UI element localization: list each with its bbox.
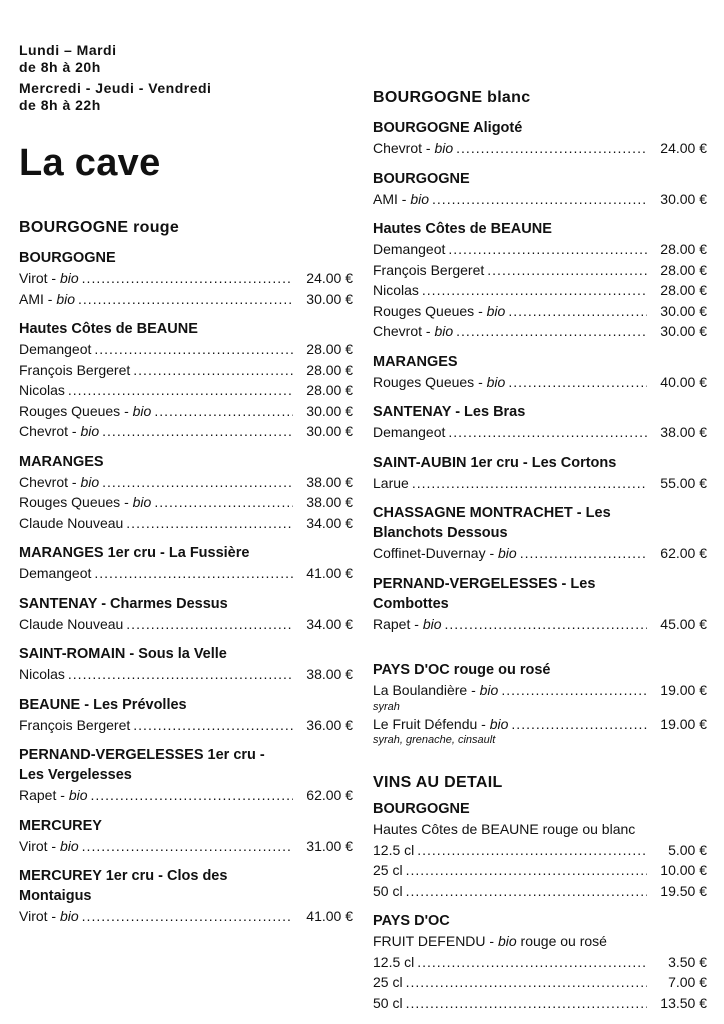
- producer-name: Rouges Queues -: [19, 402, 133, 419]
- producer-name: Demangeot: [19, 341, 92, 357]
- leader-dots: [68, 380, 293, 401]
- wine-row: [373, 321, 707, 342]
- wine-row: [373, 972, 707, 993]
- leader-dots: [82, 268, 293, 289]
- group-title: Hautes Côtes de BEAUNE: [19, 321, 198, 337]
- wine-row: [373, 993, 707, 1014]
- wine-name: [19, 401, 154, 422]
- wine-name: [373, 372, 508, 393]
- wine-group: [19, 695, 353, 736]
- producer-name: François Bergeret: [19, 716, 131, 733]
- producer-name: 50 cl: [373, 882, 403, 899]
- group-title: SANTENAY - Les Bras: [373, 404, 526, 420]
- producer-name: Virot -: [19, 270, 60, 286]
- producer-name: La Boulandière -: [373, 682, 480, 698]
- wine-name: [19, 380, 68, 401]
- wine-row: [373, 260, 707, 281]
- wine-row: [373, 614, 707, 635]
- wine-name: [373, 543, 520, 564]
- producer-name: 50 cl: [373, 994, 403, 1011]
- wine-name: [19, 906, 82, 927]
- producer-name: François Bergeret: [19, 361, 131, 378]
- wine-row: [19, 268, 353, 289]
- wine-name: [19, 836, 82, 857]
- leader-dots: [456, 138, 647, 159]
- section-title: BOURGOGNE rouge: [19, 219, 180, 236]
- grape-varieties: syrah: [373, 700, 400, 713]
- group-title: MERCUREY 1er cru - Clos des Montaigus: [19, 868, 228, 904]
- wine-row: [19, 906, 353, 927]
- wine-price: 30.00 €: [306, 402, 353, 419]
- bio-tag: bio: [434, 140, 454, 156]
- producer-name: Virot -: [19, 908, 60, 924]
- wine-price: 34.00 €: [306, 514, 353, 531]
- wine-row: [19, 563, 353, 584]
- wine-group: [373, 503, 707, 564]
- wine-row: [19, 289, 353, 310]
- bio-tag: bio: [59, 270, 79, 286]
- wine-name: [373, 280, 422, 301]
- bio-tag: bio: [68, 787, 88, 803]
- bio-tag: bio: [497, 933, 517, 949]
- wine-row: [373, 680, 707, 701]
- wine-price: 30.00 €: [660, 302, 707, 319]
- left-column: [19, 218, 353, 927]
- wine-price: 30.00 €: [660, 190, 707, 207]
- wine-group: [19, 866, 353, 927]
- leader-dots: [508, 301, 647, 322]
- leader-dots: [82, 836, 293, 857]
- leader-dots: [406, 881, 647, 902]
- group-subtitle: [373, 819, 707, 840]
- leader-dots: [94, 339, 293, 360]
- wine-group: [19, 452, 353, 534]
- leader-dots: [68, 664, 293, 685]
- leader-dots: [520, 543, 647, 564]
- leader-dots: [406, 860, 647, 881]
- leader-dots: [154, 401, 293, 422]
- wine-price: 28.00 €: [306, 361, 353, 378]
- wine-name: [19, 339, 94, 360]
- leader-dots: [448, 422, 647, 443]
- right-column: [373, 88, 707, 1013]
- group-title: PERNAND-VERGELESSES - Les Combottes: [373, 575, 596, 612]
- leader-dots: [102, 472, 293, 493]
- wine-price: 19.00 €: [660, 682, 707, 698]
- wine-name: [373, 972, 406, 993]
- wine-price: 28.00 €: [306, 382, 353, 398]
- bio-tag: bio: [434, 323, 454, 339]
- leader-dots: [126, 614, 293, 635]
- wine-price: 28.00 €: [660, 282, 707, 298]
- bio-tag: bio: [59, 908, 79, 924]
- wine-price: 10.00 €: [660, 862, 707, 878]
- leader-dots: [102, 421, 293, 442]
- wine-group: [373, 453, 707, 494]
- wine-row: [19, 836, 353, 857]
- wine-price: 38.00 €: [306, 666, 353, 682]
- group-title: PERNAND-VERGELESSES 1er cru - Les Vergelesses: [19, 747, 265, 783]
- wine-row: [19, 360, 353, 381]
- wine-name: [19, 289, 78, 310]
- leader-dots: [91, 785, 294, 806]
- wine-row: [19, 492, 353, 513]
- group-subtitle: [373, 931, 707, 952]
- wine-group: [19, 816, 353, 857]
- wine-row: [19, 339, 353, 360]
- section-title: VINS AU DETAIL: [373, 774, 503, 791]
- wine-price: 31.00 €: [306, 837, 353, 854]
- hours-line: Mercredi - Jeudi - Vendredi: [19, 80, 212, 96]
- wine-group: [19, 594, 353, 635]
- leader-dots: [133, 360, 293, 381]
- page-title: La cave: [19, 142, 161, 184]
- wine-name: [19, 715, 133, 736]
- wine-price: 38.00 €: [660, 424, 707, 440]
- wine-price: 55.00 €: [660, 474, 707, 491]
- wine-group: [373, 169, 707, 210]
- producer-name: Claude Nouveau: [19, 615, 124, 632]
- leader-dots: [412, 473, 647, 494]
- wine-row: [373, 714, 707, 735]
- group-title: SANTENAY - Charmes Dessus: [19, 595, 228, 612]
- leader-dots: [445, 614, 648, 635]
- wine-name: [373, 881, 406, 902]
- group-title: BOURGOGNE Aligoté: [373, 120, 523, 136]
- wine-price: 13.50 €: [660, 994, 707, 1011]
- producer-name: Chevrot -: [19, 473, 81, 490]
- wine-price: 30.00 €: [660, 323, 707, 339]
- wine-name: [19, 421, 102, 442]
- wine-price: 19.00 €: [660, 715, 707, 732]
- hours-line: de 8h à 20h: [19, 59, 101, 75]
- wine-row: [373, 840, 707, 861]
- wine-price: 41.00 €: [306, 565, 353, 581]
- producer-name: Rouges Queues -: [373, 373, 487, 390]
- bio-tag: bio: [80, 473, 100, 490]
- bio-tag: bio: [410, 190, 430, 207]
- producer-name: Chevrot -: [373, 323, 435, 339]
- hours-line: de 8h à 22h: [19, 97, 101, 113]
- wine-price: 24.00 €: [306, 270, 353, 286]
- bio-tag: bio: [132, 402, 152, 419]
- wine-name: [373, 840, 417, 861]
- wine-row: [19, 614, 353, 635]
- bio-tag: bio: [479, 682, 499, 698]
- producer-name: Rapet -: [19, 787, 69, 803]
- bio-tag: bio: [489, 715, 509, 732]
- bio-tag: bio: [498, 545, 517, 561]
- leader-dots: [487, 260, 647, 281]
- bio-tag: bio: [486, 302, 506, 319]
- wine-price: 28.00 €: [660, 241, 707, 257]
- group-title: CHASSAGNE MONTRACHET - Les Blanchots Dessous: [373, 505, 611, 541]
- producer-name: AMI -: [373, 190, 411, 207]
- group-title: BOURGOGNE: [373, 170, 470, 187]
- wine-name: [19, 664, 68, 685]
- wine-name: [19, 360, 133, 381]
- leader-dots: [133, 715, 293, 736]
- bio-tag: bio: [56, 290, 76, 307]
- grape-varieties: syrah, grenache, cinsault: [373, 734, 496, 746]
- group-title: BEAUNE - Les Prévolles: [19, 696, 187, 713]
- producer-name: Nicolas: [19, 666, 65, 682]
- leader-dots: [456, 321, 647, 342]
- producer-name: Chevrot -: [373, 140, 435, 156]
- bio-tag: bio: [132, 494, 152, 510]
- leader-dots: [448, 239, 647, 260]
- group-title: BOURGOGNE: [373, 801, 470, 817]
- leader-dots: [406, 993, 647, 1014]
- wine-name: [19, 492, 154, 513]
- leader-dots: [78, 289, 293, 310]
- leader-dots: [508, 372, 647, 393]
- wine-row: [373, 189, 707, 210]
- wine-row: [19, 472, 353, 493]
- wine-name: [373, 993, 406, 1014]
- bio-tag: bio: [422, 615, 442, 632]
- wine-price: 34.00 €: [306, 615, 353, 632]
- wine-name: [19, 513, 126, 534]
- producer-name: Demangeot: [373, 241, 446, 257]
- wine-row: [373, 881, 707, 902]
- subtitle-rest: rouge ou rosé: [516, 933, 607, 949]
- wine-group: [373, 911, 707, 1013]
- wine-name: [373, 614, 445, 635]
- wine-price: 38.00 €: [306, 473, 353, 490]
- detail-section: [373, 773, 707, 1013]
- bio-tag: bio: [59, 837, 79, 854]
- leader-dots: [501, 680, 647, 701]
- producer-name: Demangeot: [19, 565, 92, 581]
- wine-name: [373, 714, 511, 735]
- wine-price: 62.00 €: [660, 545, 707, 561]
- wine-name: [373, 239, 448, 260]
- group-title: PAYS D'OC: [373, 913, 450, 929]
- wine-price: 40.00 €: [660, 373, 707, 390]
- group-title: PAYS D'OC rouge ou rosé: [373, 662, 551, 678]
- wine-row: [373, 860, 707, 881]
- producer-name: Rouges Queues -: [373, 302, 487, 319]
- leader-dots: [126, 513, 293, 534]
- wine-row: [373, 301, 707, 322]
- producer-name: Nicolas: [373, 282, 419, 298]
- group-title: SAINT-ROMAIN - Sous la Velle: [19, 646, 227, 662]
- wine-price: 30.00 €: [306, 290, 353, 307]
- subtitle-text: FRUIT DEFENDU -: [373, 933, 498, 949]
- producer-name: 12.5 cl: [373, 953, 415, 970]
- producer-name: Virot -: [19, 837, 60, 854]
- producer-name: 25 cl: [373, 862, 403, 878]
- wine-name: [373, 473, 412, 494]
- subtitle-text: Hautes Côtes de BEAUNE rouge ou blanc: [373, 821, 636, 837]
- wine-price: 19.50 €: [660, 882, 707, 899]
- hours-line: Lundi – Mardi: [19, 42, 117, 58]
- wine-name: [373, 952, 417, 973]
- bio-tag: bio: [486, 373, 506, 390]
- producer-name: Demangeot: [373, 424, 446, 440]
- wine-row: [19, 401, 353, 422]
- leader-dots: [417, 952, 647, 973]
- wine-price: 41.00 €: [306, 908, 353, 924]
- wine-row: [19, 715, 353, 736]
- wine-name: [19, 563, 94, 584]
- wine-name: [19, 614, 126, 635]
- wine-row: [373, 952, 707, 973]
- wine-group: [19, 248, 353, 309]
- producer-name: Le Fruit Défendu -: [373, 715, 490, 732]
- wine-name: [373, 860, 406, 881]
- wine-name: [19, 472, 102, 493]
- wine-group: [19, 644, 353, 685]
- wine-row: [373, 473, 707, 494]
- leader-dots: [511, 714, 647, 735]
- producer-name: Chevrot -: [19, 423, 81, 439]
- leader-dots: [94, 563, 293, 584]
- opening-hours: [19, 42, 211, 114]
- wine-group: [373, 660, 707, 747]
- leader-dots: [417, 840, 647, 861]
- wine-group: [373, 402, 707, 443]
- wine-price: 45.00 €: [660, 615, 707, 632]
- wine-name: [373, 138, 456, 159]
- leader-dots: [422, 280, 647, 301]
- wine-group: [373, 352, 707, 393]
- wine-group: [373, 799, 707, 901]
- wine-name: [373, 321, 456, 342]
- section-title: BOURGOGNE blanc: [373, 89, 531, 106]
- wine-price: 3.50 €: [668, 953, 707, 970]
- producer-name: AMI -: [19, 290, 57, 307]
- group-title: MARANGES 1er cru - La Fussière: [19, 545, 250, 561]
- wine-price: 62.00 €: [306, 787, 353, 803]
- wine-price: 24.00 €: [660, 140, 707, 156]
- wine-name: [19, 785, 91, 806]
- producer-name: Claude Nouveau: [19, 514, 124, 531]
- wine-price: 5.00 €: [668, 841, 707, 858]
- wine-name: [373, 189, 432, 210]
- producer-name: Coffinet-Duvernay -: [373, 545, 499, 561]
- wine-row: [373, 422, 707, 443]
- wine-name: [373, 680, 501, 701]
- leader-dots: [406, 972, 647, 993]
- wine-price: 38.00 €: [306, 494, 353, 510]
- leader-dots: [432, 189, 647, 210]
- wine-price: 28.00 €: [306, 341, 353, 357]
- wine-name: [373, 301, 508, 322]
- wine-name: [373, 260, 487, 281]
- wine-group: [19, 543, 353, 584]
- wine-price: 28.00 €: [660, 261, 707, 278]
- group-title: BOURGOGNE: [19, 250, 116, 266]
- producer-name: Larue: [373, 474, 409, 491]
- wine-row: [19, 421, 353, 442]
- producer-name: Nicolas: [19, 382, 65, 398]
- wine-price: 7.00 €: [668, 974, 707, 990]
- bio-tag: bio: [80, 423, 100, 439]
- wine-group: [19, 319, 353, 442]
- wine-price: 30.00 €: [306, 423, 353, 439]
- group-title: MARANGES: [373, 353, 458, 370]
- group-title: Hautes Côtes de BEAUNE: [373, 221, 552, 237]
- producer-name: 25 cl: [373, 974, 403, 990]
- wine-row: [373, 239, 707, 260]
- wine-name: [373, 422, 448, 443]
- wine-group: [373, 574, 707, 635]
- wine-row: [373, 138, 707, 159]
- producer-name: Rouges Queues -: [19, 494, 133, 510]
- group-title: MERCUREY: [19, 817, 102, 834]
- producer-name: François Bergeret: [373, 261, 485, 278]
- leader-dots: [154, 492, 293, 513]
- wine-row: [19, 664, 353, 685]
- group-title: MARANGES: [19, 453, 104, 470]
- leader-dots: [82, 906, 293, 927]
- wine-row: [373, 543, 707, 564]
- wine-row: [373, 372, 707, 393]
- wine-group: [373, 118, 707, 159]
- wine-row: [19, 380, 353, 401]
- wine-row: [373, 280, 707, 301]
- producer-name: 12.5 cl: [373, 841, 415, 858]
- wine-row: [19, 513, 353, 534]
- wine-group: [373, 219, 707, 342]
- wine-name: [19, 268, 82, 289]
- wine-group: [19, 745, 353, 806]
- wine-row: [19, 785, 353, 806]
- wine-price: 36.00 €: [306, 716, 353, 733]
- group-title: SAINT-AUBIN 1er cru - Les Cortons: [373, 454, 617, 471]
- producer-name: Rapet -: [373, 615, 423, 632]
